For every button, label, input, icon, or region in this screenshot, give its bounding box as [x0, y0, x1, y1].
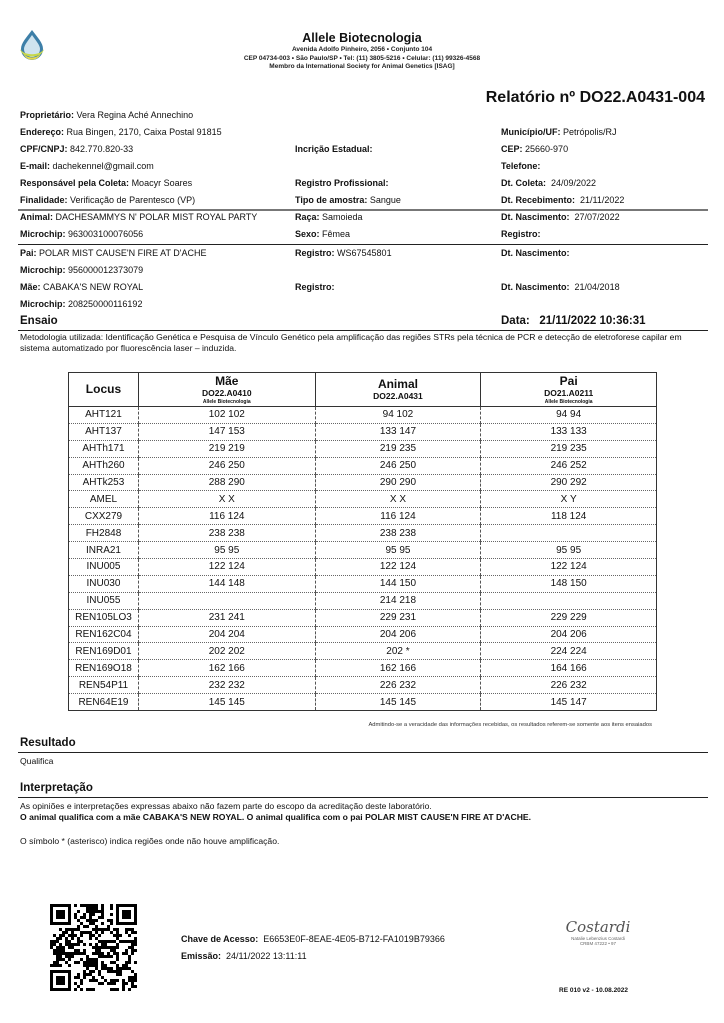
mae-field: Mãe: CABAKA'S NEW ROYAL: [20, 282, 144, 292]
locus-cell: AHTk253: [69, 474, 139, 491]
table-row: [69, 525, 657, 542]
divider: [18, 330, 708, 331]
animal-registro-field: Registro:: [501, 229, 541, 239]
lab-name: Allele Biotecnologia: [302, 31, 422, 45]
animal-column-header: Animal DO22.A0431: [315, 373, 481, 407]
locus-cell: INU055: [69, 592, 139, 609]
animal-field: Animal: DACHESAMMYS N' POLAR MIST ROYAL PARTY: [20, 212, 258, 222]
interpretacao-heading: Interpretação: [20, 782, 93, 794]
animal-alleles-cell: 219 235: [315, 440, 481, 457]
pai-alleles-cell: [481, 592, 657, 609]
pai-field: Pai: POLAR MIST CAUSE'N FIRE AT D'ACHE: [20, 248, 207, 258]
locus-cell: REN162C04: [69, 626, 139, 643]
email-field: E-mail: dachekennel@gmail.com: [20, 161, 154, 171]
mae-microchip-field: Microchip: 208250000116192: [20, 299, 143, 309]
report-title: Relatório nº DO22.A0431-004: [485, 89, 705, 106]
pai-alleles-cell: X Y: [481, 491, 657, 508]
mae-alleles-cell: 116 124: [138, 508, 315, 525]
table-row: [69, 474, 657, 491]
locus-cell: INRA21: [69, 542, 139, 559]
locus-cell: REN169D01: [69, 643, 139, 660]
table-row: [69, 508, 657, 525]
mae-alleles-cell: 232 232: [138, 677, 315, 694]
mae-alleles-cell: 219 219: [138, 440, 315, 457]
locus-cell: REN64E19: [69, 694, 139, 711]
animal-alleles-cell: 122 124: [315, 559, 481, 576]
pai-alleles-cell: 164 166: [481, 660, 657, 677]
mae-alleles-cell: 204 204: [138, 626, 315, 643]
table-row: [69, 660, 657, 677]
signer-registration: CRBM 47222 • 97: [579, 941, 617, 946]
locus-cell: INU005: [69, 559, 139, 576]
ensaio-date: Data: 21/11/2022 10:36:31: [501, 315, 646, 327]
municipio-field: Município/UF: Petrópolis/RJ: [501, 127, 617, 137]
lab-address: Avenida Adolfo Pinheiro, 2056 • Conjunto 104: [291, 46, 433, 53]
dt-recebimento-field: Dt. Recebimento: 21/11/2022: [501, 195, 625, 205]
animal-alleles-cell: X X: [315, 491, 481, 508]
owner-field: Proprietário: Vera Regina Aché Annechino: [20, 110, 194, 120]
loci-table: [68, 372, 657, 711]
table-row: [69, 592, 657, 609]
pai-column-header: Pai DO21.A0211 Allele Biotecnologia: [481, 373, 657, 407]
divider: [18, 752, 708, 753]
table-row: [69, 491, 657, 508]
animal-alleles-cell: 246 250: [315, 457, 481, 474]
pai-alleles-cell: 246 252: [481, 457, 657, 474]
animal-alleles-cell: 202 *: [315, 643, 481, 660]
locus-cell: AHTh171: [69, 440, 139, 457]
divider: [18, 797, 708, 798]
pai-microchip-field: Microchip: 956000012373079: [20, 265, 144, 275]
table-row: [69, 609, 657, 626]
locus-cell: REN54P11: [69, 677, 139, 694]
table-row: [69, 440, 657, 457]
locus-cell: AHT121: [69, 407, 139, 424]
access-key: Chave de Acesso: E6653E0F-8EAE-4E05-B712-FA1019B79366: [181, 934, 445, 944]
animal-dt-nascimento-field: Dt. Nascimento: 27/07/2022: [501, 212, 620, 222]
locus-cell: FH2848: [69, 525, 139, 542]
resultado-text: Qualifica: [20, 756, 54, 766]
interpretacao-conclusion: O animal qualifica com a mãe CABAKA'S NEW ROYAL. O animal qualifica com o pai POLAR MIST CAUSE'N FIRE AT D'ACHE.: [20, 812, 532, 822]
animal-alleles-cell: 95 95: [315, 542, 481, 559]
mae-alleles-cell: 231 241: [138, 609, 315, 626]
qr-code-icon[interactable]: [50, 904, 137, 991]
revision-code: RE 010 v2 - 10.08.2022: [559, 987, 629, 994]
pai-alleles-cell: 133 133: [481, 423, 657, 440]
dt-coleta-field: Dt. Coleta: 24/09/2022: [501, 178, 597, 188]
emission-date: Emissão: 24/11/2022 13:11:11: [181, 951, 307, 961]
animal-alleles-cell: 162 166: [315, 660, 481, 677]
table-row: [69, 626, 657, 643]
pai-alleles-cell: 290 292: [481, 474, 657, 491]
table-row: [69, 575, 657, 592]
mae-registro-field: Registro:: [295, 282, 335, 292]
telefone-field: Telefone:: [501, 161, 541, 171]
address-field: Endereço: Rua Bingen, 2170, Caixa Postal 91815: [20, 127, 222, 137]
pai-alleles-cell: 122 124: [481, 559, 657, 576]
lab-contact: CEP 04734-003 • São Paulo/SP • Tel: (11) 3805-5216 • Celular: (11) 99326-4568: [243, 55, 481, 62]
locus-cell: INU030: [69, 575, 139, 592]
animal-alleles-cell: 145 145: [315, 694, 481, 711]
sexo-field: Sexo: Fêmea: [295, 229, 351, 239]
interpretacao-note: As opiniões e interpretações expressas abaixo não fazem parte do escopo da acreditação deste laboratório.: [20, 801, 432, 811]
locus-cell: AHT137: [69, 423, 139, 440]
mae-alleles-cell: 288 290: [138, 474, 315, 491]
animal-alleles-cell: 229 231: [315, 609, 481, 626]
signature: [563, 918, 633, 958]
ensaio-heading: Ensaio: [20, 315, 58, 327]
animal-alleles-cell: 94 102: [315, 407, 481, 424]
cep-field: CEP: 25660-970: [501, 144, 569, 154]
mae-column-header: Mãe DO22.A0410 Allele Biotecnologia: [138, 373, 315, 407]
mae-alleles-cell: 202 202: [138, 643, 315, 660]
pai-alleles-cell: 229 229: [481, 609, 657, 626]
mae-alleles-cell: X X: [138, 491, 315, 508]
registro-profissional-field: Registro Profissional:: [295, 178, 389, 188]
pai-alleles-cell: [481, 525, 657, 542]
tipo-amostra-field: Tipo de amostra: Sangue: [295, 195, 401, 205]
inscricao-field: Incrição Estadual:: [295, 144, 373, 154]
animal-alleles-cell: 144 150: [315, 575, 481, 592]
mae-alleles-cell: 246 250: [138, 457, 315, 474]
methodology-text: Metodologia utilizada: Identificação Genética e Pesquisa de Vínculo Genético pela amplificação das regiões STRs pela técnica de PCR e detecção de eletroforese capilar em sistema automatizado por fluorescência laser – induzida.: [20, 332, 682, 353]
mae-dt-nascimento-field: Dt. Nascimento: 21/04/2018: [501, 282, 620, 292]
pai-alleles-cell: 95 95: [481, 542, 657, 559]
pai-alleles-cell: 204 206: [481, 626, 657, 643]
table-row: [69, 407, 657, 424]
locus-cell: REN169O18: [69, 660, 139, 677]
pai-alleles-cell: 94 94: [481, 407, 657, 424]
table-row: [69, 694, 657, 711]
pai-alleles-cell: 145 147: [481, 694, 657, 711]
mae-alleles-cell: 147 153: [138, 423, 315, 440]
mae-alleles-cell: 95 95: [138, 542, 315, 559]
animal-alleles-cell: 214 218: [315, 592, 481, 609]
animal-alleles-cell: 290 290: [315, 474, 481, 491]
finalidade-field: Finalidade: Verificação de Parentesco (VP): [20, 195, 196, 205]
signature-script: Costardi: [565, 918, 631, 936]
table-row: [69, 643, 657, 660]
mae-alleles-cell: 145 145: [138, 694, 315, 711]
pai-alleles-cell: 118 124: [481, 508, 657, 525]
responsavel-field: Responsável pela Coleta: Moacyr Soares: [20, 178, 193, 188]
table-row: [69, 457, 657, 474]
pai-alleles-cell: 148 150: [481, 575, 657, 592]
disclaimer-text: Admitindo-se a veracidade das informações recebidas, os resultados referem-se somente aos itens ensaiados: [368, 722, 652, 728]
locus-cell: CXX279: [69, 508, 139, 525]
mae-alleles-cell: 144 148: [138, 575, 315, 592]
locus-cell: REN105LO3: [69, 609, 139, 626]
animal-alleles-cell: 204 206: [315, 626, 481, 643]
pai-alleles-cell: 224 224: [481, 643, 657, 660]
cpf-field: CPF/CNPJ: 842.770.820-33: [20, 144, 134, 154]
table-row: [69, 677, 657, 694]
mae-alleles-cell: 122 124: [138, 559, 315, 576]
locus-cell: AHTh260: [69, 457, 139, 474]
table-row: [69, 542, 657, 559]
locus-cell: AMEL: [69, 491, 139, 508]
asterisk-note: O símbolo * (asterisco) indica regiões onde não houve amplificação.: [20, 836, 280, 846]
mae-alleles-cell: 162 166: [138, 660, 315, 677]
lab-membership: Membro da International Society for Animal Genetics [ISAG]: [269, 63, 455, 70]
animal-microchip-field: Microchip: 963003100076056: [20, 229, 144, 239]
signer-name: Natalie Lebenzius Costardi: [571, 936, 625, 941]
table-row: [69, 559, 657, 576]
animal-alleles-cell: 238 238: [315, 525, 481, 542]
pai-alleles-cell: 219 235: [481, 440, 657, 457]
mae-alleles-cell: 238 238: [138, 525, 315, 542]
animal-alleles-cell: 116 124: [315, 508, 481, 525]
table-header-row: [69, 373, 657, 407]
pai-dt-nascimento-field: Dt. Nascimento:: [501, 248, 570, 258]
animal-alleles-cell: 133 147: [315, 423, 481, 440]
animal-alleles-cell: 226 232: [315, 677, 481, 694]
locus-column-header: Locus: [69, 373, 139, 407]
pai-alleles-cell: 226 232: [481, 677, 657, 694]
mae-alleles-cell: 102 102: [138, 407, 315, 424]
pai-registro-field: Registro: WS67545801: [295, 248, 392, 258]
raca-field: Raça: Samoieda: [295, 212, 363, 222]
table-row: [69, 423, 657, 440]
resultado-heading: Resultado: [20, 737, 76, 749]
mae-alleles-cell: [138, 592, 315, 609]
